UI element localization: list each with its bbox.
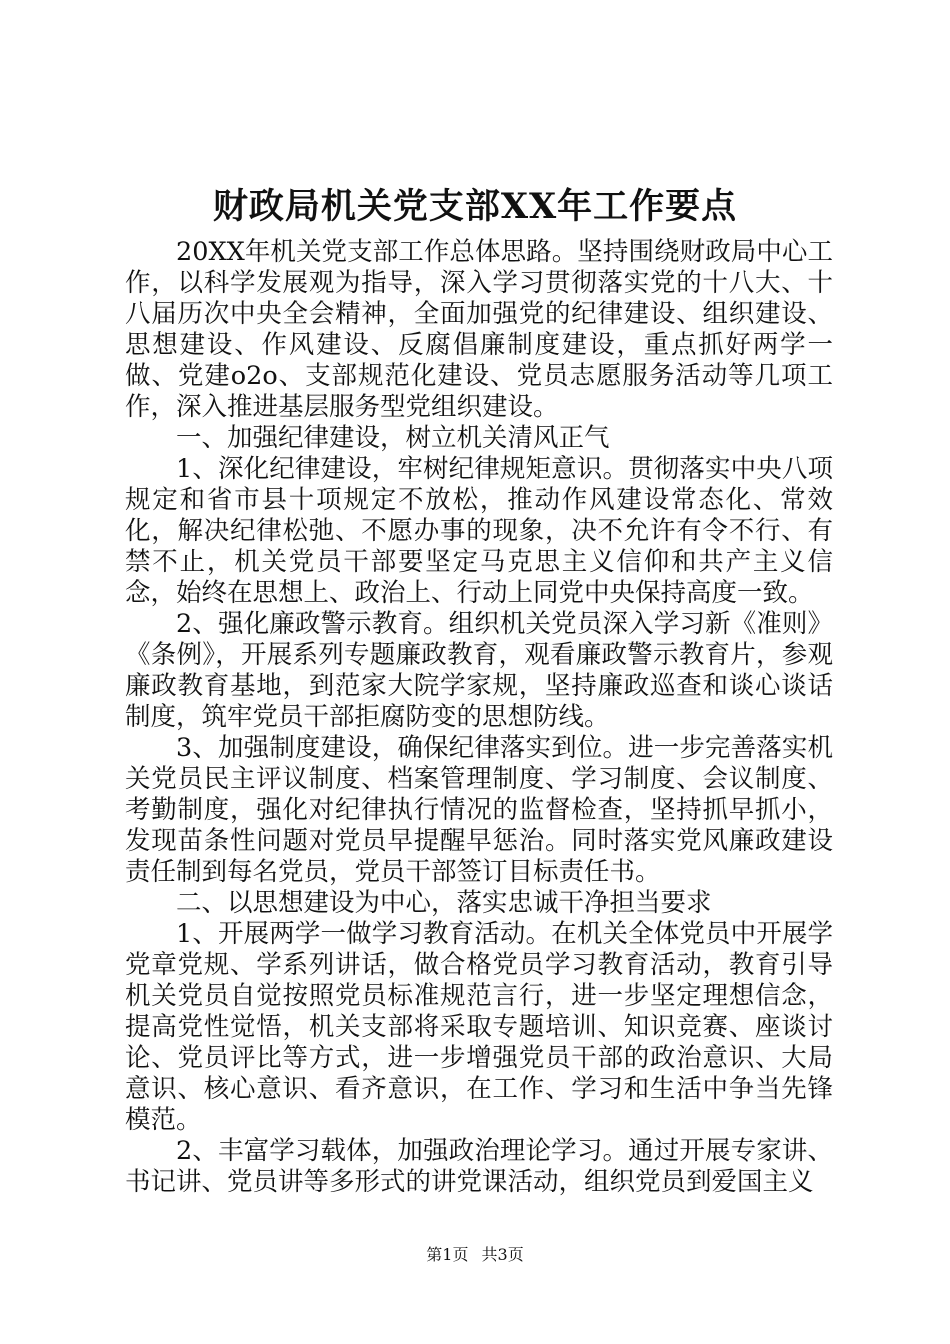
page-footer bbox=[0, 1243, 950, 1267]
page-number: 第1页 bbox=[426, 1245, 469, 1264]
paragraph-overview: 20XX年机关党支部工作总体思路。坚持围绕财政局中心工作，以科学发展观为指导，深入学习贯彻落实党的十八大、十八届历次中央全会精神，全面加强党的纪律建设、组织建设、思想建设、作风建设、反腐倡廉制度建设，重点抓好两学一做、党建o2o、支部规范化建设、党员志愿服务活动等几项工作，深入推进基层服务型党组织建设。 bbox=[125, 237, 833, 422]
paragraph-1-2: 2、强化廉政警示教育。组织机关党员深入学习新《准则》《条例》，开展系列专题廉政教育，观看廉政警示教育片，参观廉政教育基地，到范家大院学家规，坚持廉政巡查和谈心谈话制度，筑牢党员干部拒腐防变的思想防线。 bbox=[125, 609, 833, 732]
section-heading-2: 二、以思想建设为中心，落实忠诚干净担当要求 bbox=[176, 888, 712, 918]
document-body bbox=[125, 237, 833, 1198]
paragraph-2-1: 1、开展两学一做学习教育活动。在机关全体党员中开展学党章党规、学系列讲话，做合格党员学习教育活动，教育引导机关党员自觉按照党员标准规范言行，进一步坚定理想信念，提高党性觉悟，机关支部将采取专题培训、知识竞赛、座谈讨论、党员评比等方式，进一步增强党员干部的政治意识、大局意识、核心意识、看齐意识，在工作、学习和生活中争当先锋模范。 bbox=[125, 919, 833, 1135]
page-total: 共3页 bbox=[481, 1245, 524, 1264]
paragraph-1-1: 1、深化纪律建设，牢树纪律规矩意识。贯彻落实中央八项规定和省市县十项规定不放松，推动作风建设常态化、常效化，解决纪律松弛、不愿办事的现象，决不允许有令不行、有禁不止，机关党员干部要坚定马克思主义信仰和共产主义信念，始终在思想上、政治上、行动上同党中央保持高度一致。 bbox=[125, 454, 833, 608]
section-heading-1: 一、加强纪律建设，树立机关清风正气 bbox=[176, 423, 610, 453]
paragraph-2-2: 2、丰富学习载体，加强政治理论学习。通过开展专家讲、书记讲、党员讲等多形式的讲党课活动，组织党员到爱国主义 bbox=[125, 1136, 833, 1197]
document-title: 财政局机关党支部XX年工作要点 bbox=[212, 186, 738, 227]
paragraph-1-3: 3、加强制度建设，确保纪律落实到位。进一步完善落实机关党员民主评议制度、档案管理制度、学习制度、会议制度、考勤制度，强化对纪律执行情况的监督检查，坚持抓早抓小，发现苗条性问题对党员早提醒早惩治。同时落实党风廉政建设责任制到每名党员，党员干部签订目标责任书。 bbox=[125, 733, 833, 887]
